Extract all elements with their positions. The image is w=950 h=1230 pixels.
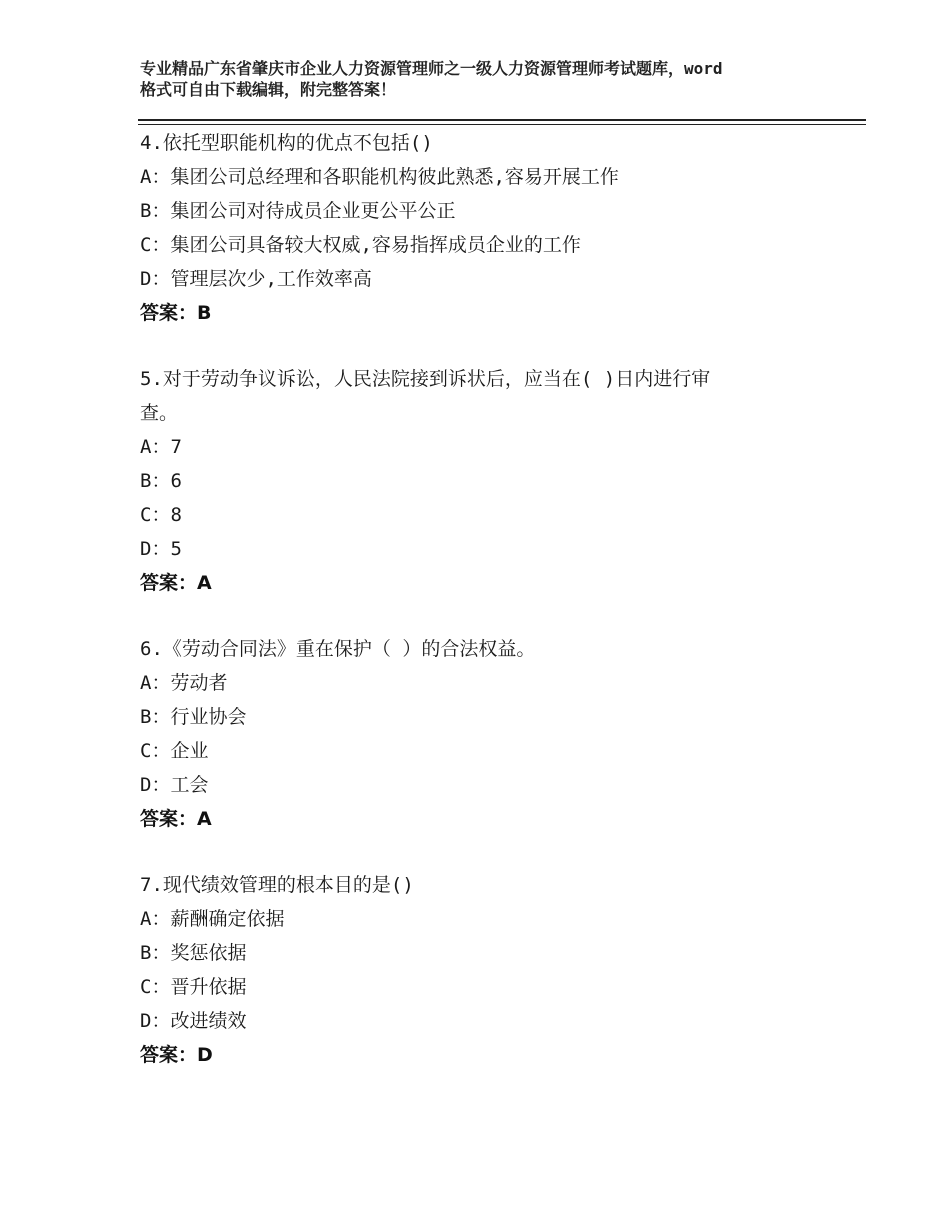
answer-label: 答案：B xyxy=(140,302,212,324)
header-line-2: 格式可自由下载编辑，附完整答案！ xyxy=(140,80,397,99)
option-b: B：奖惩依据 xyxy=(140,942,247,964)
option-b: B：行业协会 xyxy=(140,706,247,728)
header-rule-thin xyxy=(138,124,866,125)
answer-label: 答案：A xyxy=(140,572,212,594)
option-d: D：5 xyxy=(140,538,182,560)
question-text: 7.现代绩效管理的根本目的是() xyxy=(140,874,414,896)
question-text: 4.依托型职能机构的优点不包括() xyxy=(140,132,433,154)
question-text: 6.《劳动合同法》重在保护（ ）的合法权益。 xyxy=(140,638,536,660)
question-list xyxy=(140,126,840,1072)
question-block xyxy=(140,362,840,600)
option-a: A：7 xyxy=(140,436,182,458)
question-text: 5.对于劳动争议诉讼，人民法院接到诉状后，应当在( )日内进行审 查。 xyxy=(140,368,711,424)
option-a: A：薪酬确定依据 xyxy=(140,908,285,930)
document-header xyxy=(140,58,840,100)
question-block xyxy=(140,126,840,330)
option-d: D：管理层次少,工作效率高 xyxy=(140,268,372,290)
option-c: C：晋升依据 xyxy=(140,976,247,998)
question-block xyxy=(140,868,840,1072)
option-b: B：集团公司对待成员企业更公平公正 xyxy=(140,200,456,222)
header-line-1: 专业精品广东省肇庆市企业人力资源管理师之一级人力资源管理师考试题库，word xyxy=(140,59,723,78)
answer-label: 答案：D xyxy=(140,1044,213,1066)
header-rule-thick xyxy=(138,119,866,121)
option-c: C：企业 xyxy=(140,740,209,762)
option-b: B：6 xyxy=(140,470,182,492)
option-c: C：集团公司具备较大权威,容易指挥成员企业的工作 xyxy=(140,234,581,256)
option-a: A：劳动者 xyxy=(140,672,228,694)
option-d: D：工会 xyxy=(140,774,209,796)
option-d: D：改进绩效 xyxy=(140,1010,247,1032)
option-c: C：8 xyxy=(140,504,182,526)
question-block xyxy=(140,632,840,836)
answer-label: 答案：A xyxy=(140,808,212,830)
option-a: A：集团公司总经理和各职能机构彼此熟悉,容易开展工作 xyxy=(140,166,619,188)
